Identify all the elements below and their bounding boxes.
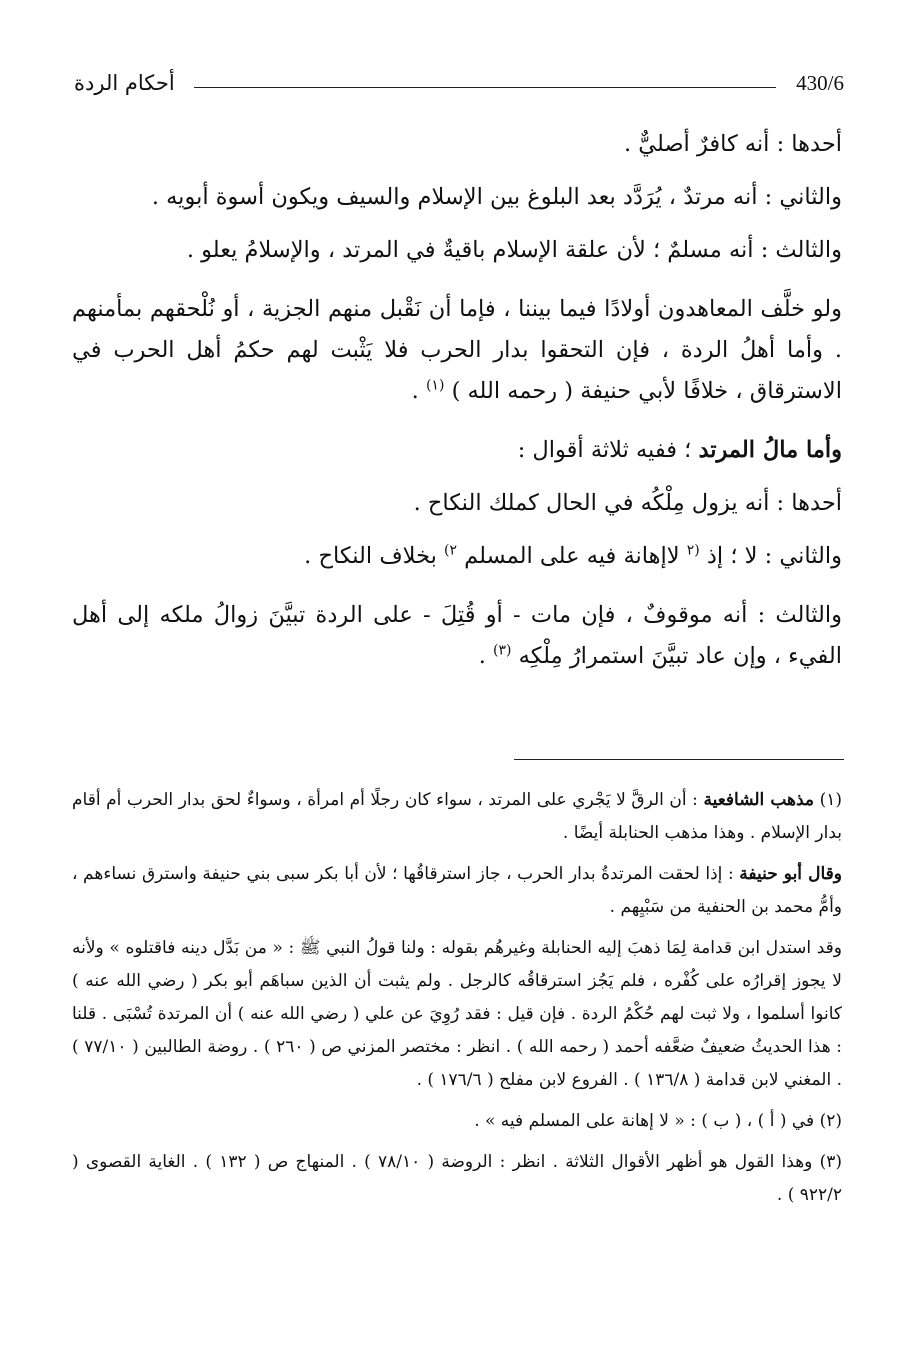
footnote-ref-2-open: (٢ (686, 542, 700, 559)
footnote-text: : إذا لحقت المرتدةُ بدار الحرب ، جاز استرقاقُها ؛ لأن أبا بكر سبى بني حنيفة واسترق نساءهم ، وأمُّ محمد بن الحنفية من سَبْيِهم . (72, 864, 842, 917)
footnote-text: : أن الرقَّ لا يَجْري على المرتد ، سواء كان رجلًا أم امرأة ، وسواءٌ لحق بدار الحرب أم أقام بدار الإسلام . وهذا مذهب الحنابلة أيضًا . (72, 790, 842, 843)
footnote-heading: وقال أبو حنيفة (739, 864, 842, 884)
paragraph-treaty-children (72, 289, 842, 412)
footnotes (72, 784, 842, 1220)
paragraph-text-a: والثاني : لا ؛ إذ (699, 543, 842, 569)
main-text (72, 124, 842, 695)
section-lead: وأما مالُ المرتد (698, 437, 842, 463)
header-rule (194, 87, 776, 88)
footnote-ref-2-close: ٢) (444, 542, 458, 559)
footnote-1-ibn-qudama: وقد استدل ابن قدامة لِمَا ذهبَ إليه الحنابلة وغيرهُم بقوله : ولنا قولُ النبي ﷺ : « من بَدَّل دينه فاقتلوه » ولأنه لا يجوز إقرارُه على كُفْره ، فلم يَجُز استرقاقُه كالرجل . ولم يثبت أن الذين سباهَم أبو بكر ( رضي الله عنه ) كانوا أسلموا ، ولا ثبت لهم حُكْمُ الردة . فإن قيل : فقد رُوِيَ عن علي ( رضي الله عنه ) أن المرتدة تُسْبَى . قلنا : هذا الحديثُ ضعيفٌ ضعَّفه أحمد ( رحمه الله ) . انظر : مختصر المزني ص ( ٢٦٠ ) . روضة الطالبين ( ٧٧/١٠ ) . المغني لابن قدامة ( ١٣٦/٨ ) . الفروع لابن مفلح ( ١٧٦/٦ ) . (72, 938, 842, 1090)
footnote-ref-1: (١) (425, 377, 445, 394)
paragraph-end: . (411, 378, 426, 404)
paragraph-text-b: لاإهانة فيه على المسلم (457, 543, 687, 569)
paragraph-second-opinion: والثاني : أنه مرتدٌ ، يُرَدَّد بعد البلوغ بين الإسلام والسيف ويكون أسوة أبويه . (151, 184, 842, 210)
footnote-1 (72, 784, 842, 850)
paragraph-text: والثالث : أنه موقوفٌ ، فإن مات - أو قُتِلَ - على الردة تبيَّنَ زوالُ ملكه إلى أهل الفيء ، وإن عاد تبيَّنَ استمرارُ مِلْكِه (72, 602, 842, 669)
paragraph-text-c: بخلاف النكاح . (304, 543, 445, 569)
page-number: 430/6 (796, 71, 844, 95)
paragraph-property-first: أحدها : أنه يزول مِلْكُه في الحال كملك النكاح . (413, 490, 842, 516)
paragraph-property-third (72, 595, 842, 677)
footnote-2: (٢) في ( أ ) ، ( ب ) : « لا إهانة على المسلم فيه » . (474, 1111, 842, 1131)
page-header (74, 66, 844, 100)
paragraph-text: ولو خلَّف المعاهدون أولادًا فيما بيننا ، فإما أن نَقْبل منهم الجزية ، أو نُلْحقهم بمأمنهم . وأما أهلُ الردة ، فإن التحقوا بدار الحرب فلا يَثْبت لهم حكمُ أهل الحرب في الاسترقاق ، خلافًا لأبي حنيفة ( رحمه الله ) (72, 296, 842, 404)
paragraph-apostate-property (72, 430, 842, 471)
paragraph-end: . (478, 643, 494, 669)
footnote-number: (١) (814, 790, 842, 810)
paragraph-first-opinion: أحدها : أنه كافرٌ أصليٌّ . (623, 131, 842, 157)
running-title: أحكام الردة (74, 71, 175, 95)
paragraph-third-opinion: والثالث : أنه مسلمٌ ؛ لأن علقة الإسلام باقيةٌ في المرتد ، والإسلامُ يعلو . (186, 237, 842, 263)
footnote-3: (٣) وهذا القول هو أظهر الأقوال الثلاثة . انظر : الروضة ( ٧٨/١٠ ) . المنهاج ص ( ١٣٢ ) . الغاية القصوى ( ٩٢٢/٢ ) . (72, 1152, 843, 1205)
footnote-separator (514, 759, 844, 760)
footnote-heading: مذهب الشافعية (703, 790, 815, 810)
paragraph-property-second (72, 536, 842, 577)
footnote-1-hanafi (72, 858, 842, 924)
footnote-ref-3: (٣) (493, 642, 512, 659)
section-lead-rest: ؛ ففيه ثلاثة أقوال : (517, 437, 699, 463)
